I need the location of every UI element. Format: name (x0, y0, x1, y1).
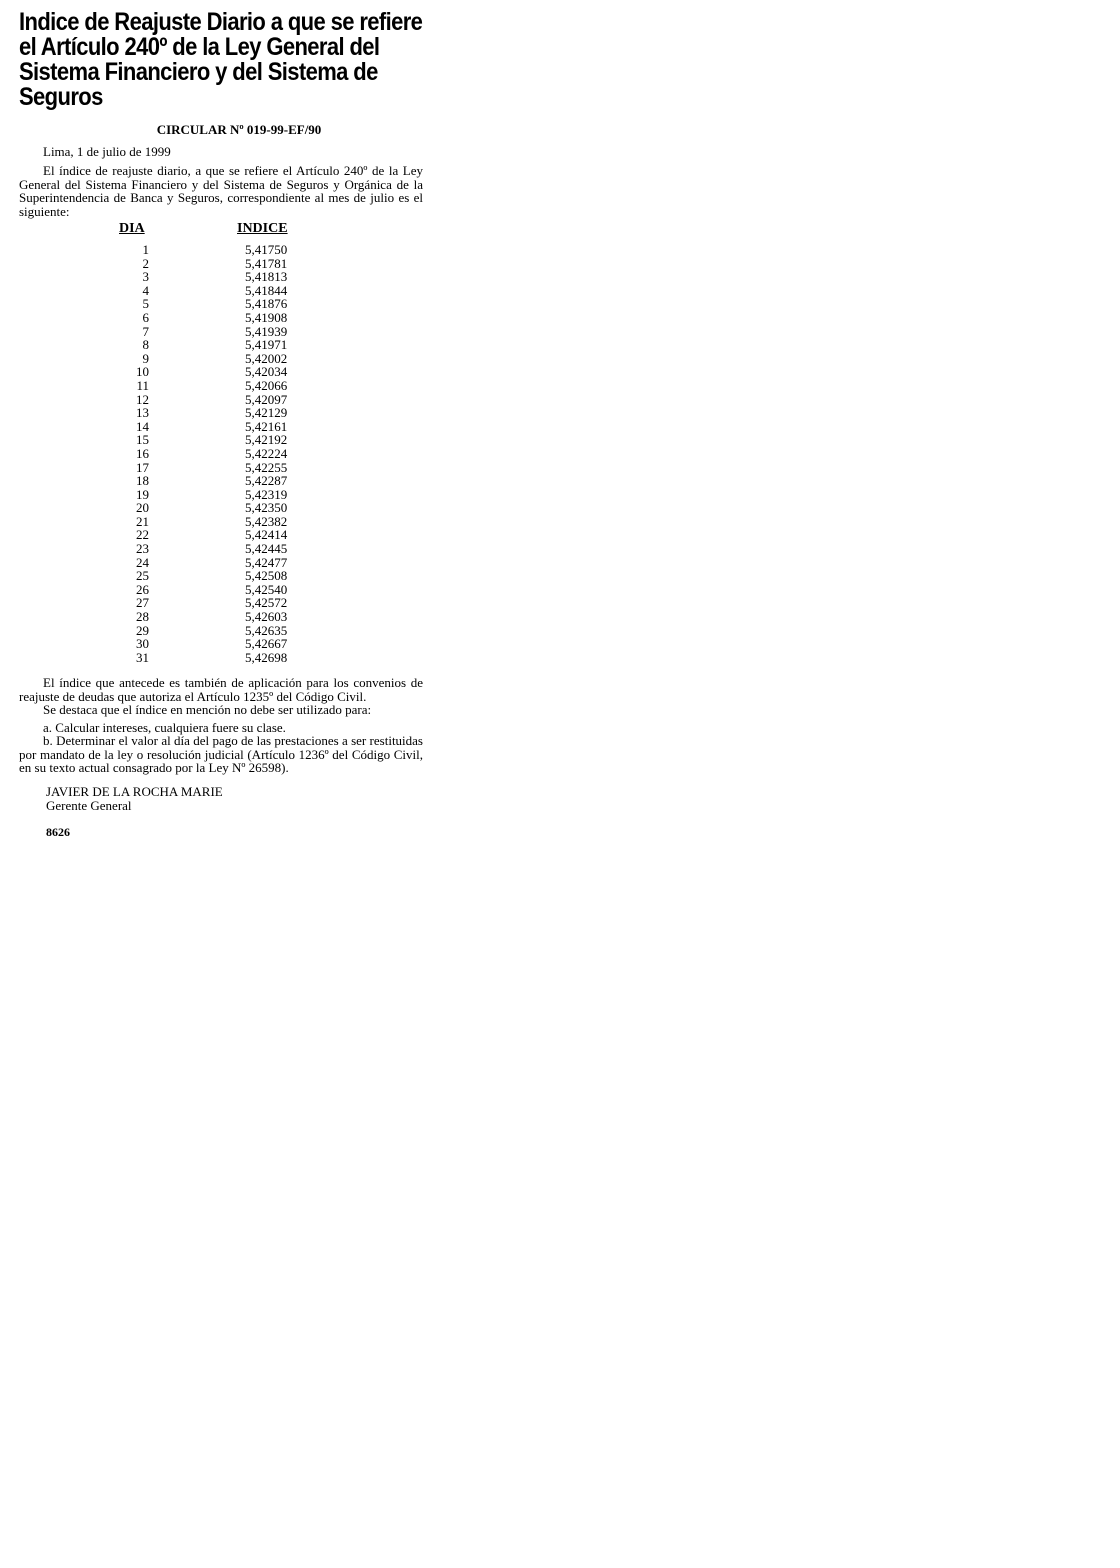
table-row (19, 501, 423, 515)
table-row (19, 393, 423, 407)
table-row (19, 474, 423, 488)
table-row (19, 352, 423, 366)
table-row (19, 325, 423, 339)
table-row (19, 406, 423, 420)
table-row (19, 651, 423, 665)
table-row (19, 542, 423, 556)
date-line: Lima, 1 de julio de 1999 (43, 144, 171, 159)
index-value-cell: 5,42508 (245, 568, 288, 584)
index-value-cell: 5,42572 (245, 595, 288, 611)
index-value-cell: 5,41939 (245, 323, 288, 339)
table-row (19, 583, 423, 597)
index-value-cell: 5,42192 (245, 432, 288, 448)
circular-number: CIRCULAR Nº 019-99-EF/90 (156, 122, 322, 137)
day-cell: 16 (136, 445, 149, 461)
signer-title: Gerente General (46, 797, 132, 813)
index-value-cell: 5,41971 (245, 337, 288, 353)
index-value-cell: 5,42350 (245, 500, 288, 516)
table-row (19, 596, 423, 610)
table-header (19, 221, 423, 241)
application-paragraph: El índice que antecede es también de aplicación para los convenios de reajuste de deudas que autoriza el Artículo 1235º del Código Civil. (19, 675, 423, 704)
index-value-cell: 5,42319 (245, 486, 288, 502)
day-cell: 4 (142, 282, 149, 298)
index-value-cell: 5,42097 (245, 391, 288, 407)
day-cell: 1 (142, 242, 149, 257)
warning-paragraph: Se destaca que el índice en mención no debe ser utilizado para: (43, 702, 372, 718)
index-value-cell: 5,42382 (245, 513, 288, 529)
document-column (19, 10, 423, 840)
day-cell: 31 (136, 649, 149, 665)
index-value-cell: 5,41750 (245, 242, 288, 257)
table-row (19, 338, 423, 352)
index-value-cell: 5,42034 (245, 364, 288, 380)
day-cell: 12 (136, 391, 149, 407)
table-row (19, 257, 423, 271)
day-cell: 15 (136, 432, 149, 448)
column-header-day: DIA (119, 221, 145, 236)
day-cell: 18 (136, 473, 149, 489)
index-table (19, 221, 423, 664)
table-row (19, 297, 423, 311)
table-row (19, 284, 423, 298)
index-value-cell: 5,42066 (245, 377, 288, 393)
day-cell: 19 (136, 486, 149, 502)
day-cell: 11 (136, 377, 149, 393)
index-value-cell: 5,42635 (245, 622, 288, 638)
column-header-index: INDICE (237, 221, 288, 236)
index-value-cell: 5,41908 (245, 309, 288, 325)
day-cell: 2 (142, 255, 149, 271)
day-cell: 13 (136, 405, 149, 421)
table-row (19, 488, 423, 502)
index-value-cell: 5,41844 (245, 282, 288, 298)
table-row (19, 461, 423, 475)
index-value-cell: 5,42698 (245, 649, 288, 665)
index-value-cell: 5,41876 (245, 296, 288, 312)
day-cell: 27 (136, 595, 149, 611)
table-row (19, 311, 423, 325)
day-cell: 8 (142, 337, 149, 353)
table-row (19, 637, 423, 651)
index-value-cell: 5,42414 (245, 527, 288, 543)
day-cell: 28 (136, 609, 149, 625)
day-cell: 20 (136, 500, 149, 516)
day-cell: 23 (136, 541, 149, 557)
day-cell: 17 (136, 459, 149, 475)
table-row (19, 433, 423, 447)
day-cell: 10 (136, 364, 149, 380)
headline: Indice de Reajuste Diario a que se refiere el Artículo 240º de la Ley General del Sistema Financiero y del Sistema de Seguros (19, 8, 423, 111)
table-row (19, 365, 423, 379)
table-row (19, 610, 423, 624)
table-row (19, 556, 423, 570)
table-body (19, 243, 423, 664)
table-row (19, 447, 423, 461)
index-value-cell: 5,42002 (245, 350, 288, 366)
day-cell: 30 (136, 636, 149, 652)
list-item-b: b. Determinar el valor al día del pago de las prestaciones a ser restituidas por mandato de la ley o resolución judicial (Artículo 1236º del Código Civil, en su texto actual consagrado por la Ley Nº 26598). (19, 733, 423, 776)
closing-section (19, 676, 423, 775)
index-value-cell: 5,42161 (245, 418, 288, 434)
intro-paragraph: El índice de reajuste diario, a que se refiere el Artículo 240º de la Ley General del Sistema Financiero y del Sistema de Seguros y Orgánica de la Superintendencia de Banca y Seguros, correspondiente al mes de julio es el siguiente: (19, 163, 423, 219)
signer-name: JAVIER DE LA ROCHA MARIE (46, 783, 223, 799)
index-value-cell: 5,42224 (245, 445, 288, 461)
table-row (19, 379, 423, 393)
day-cell: 6 (142, 309, 149, 325)
table-row (19, 624, 423, 638)
index-value-cell: 5,42477 (245, 554, 288, 570)
index-value-cell: 5,42129 (245, 405, 288, 421)
day-cell: 22 (136, 527, 149, 543)
index-value-cell: 5,42255 (245, 459, 288, 475)
index-value-cell: 5,41813 (245, 269, 288, 285)
table-row (19, 270, 423, 284)
table-row (19, 515, 423, 529)
day-cell: 25 (136, 568, 149, 584)
page-number: 8626 (46, 824, 70, 839)
day-cell: 5 (142, 296, 149, 312)
day-cell: 9 (142, 350, 149, 366)
table-row (19, 243, 423, 257)
day-cell: 29 (136, 622, 149, 638)
day-cell: 26 (136, 581, 149, 597)
table-row (19, 528, 423, 542)
table-row (19, 420, 423, 434)
day-cell: 14 (136, 418, 149, 434)
day-cell: 3 (142, 269, 149, 285)
list-item-a: a. Calcular intereses, cualquiera fuere su clase. (43, 719, 286, 735)
signature-block (19, 785, 423, 813)
index-value-cell: 5,42667 (245, 636, 288, 652)
index-value-cell: 5,41781 (245, 255, 288, 271)
index-value-cell: 5,42540 (245, 581, 288, 597)
day-cell: 21 (136, 513, 149, 529)
day-cell: 24 (136, 554, 149, 570)
index-value-cell: 5,42445 (245, 541, 288, 557)
index-value-cell: 5,42287 (245, 473, 288, 489)
index-value-cell: 5,42603 (245, 609, 288, 625)
day-cell: 7 (142, 323, 149, 339)
table-row (19, 569, 423, 583)
